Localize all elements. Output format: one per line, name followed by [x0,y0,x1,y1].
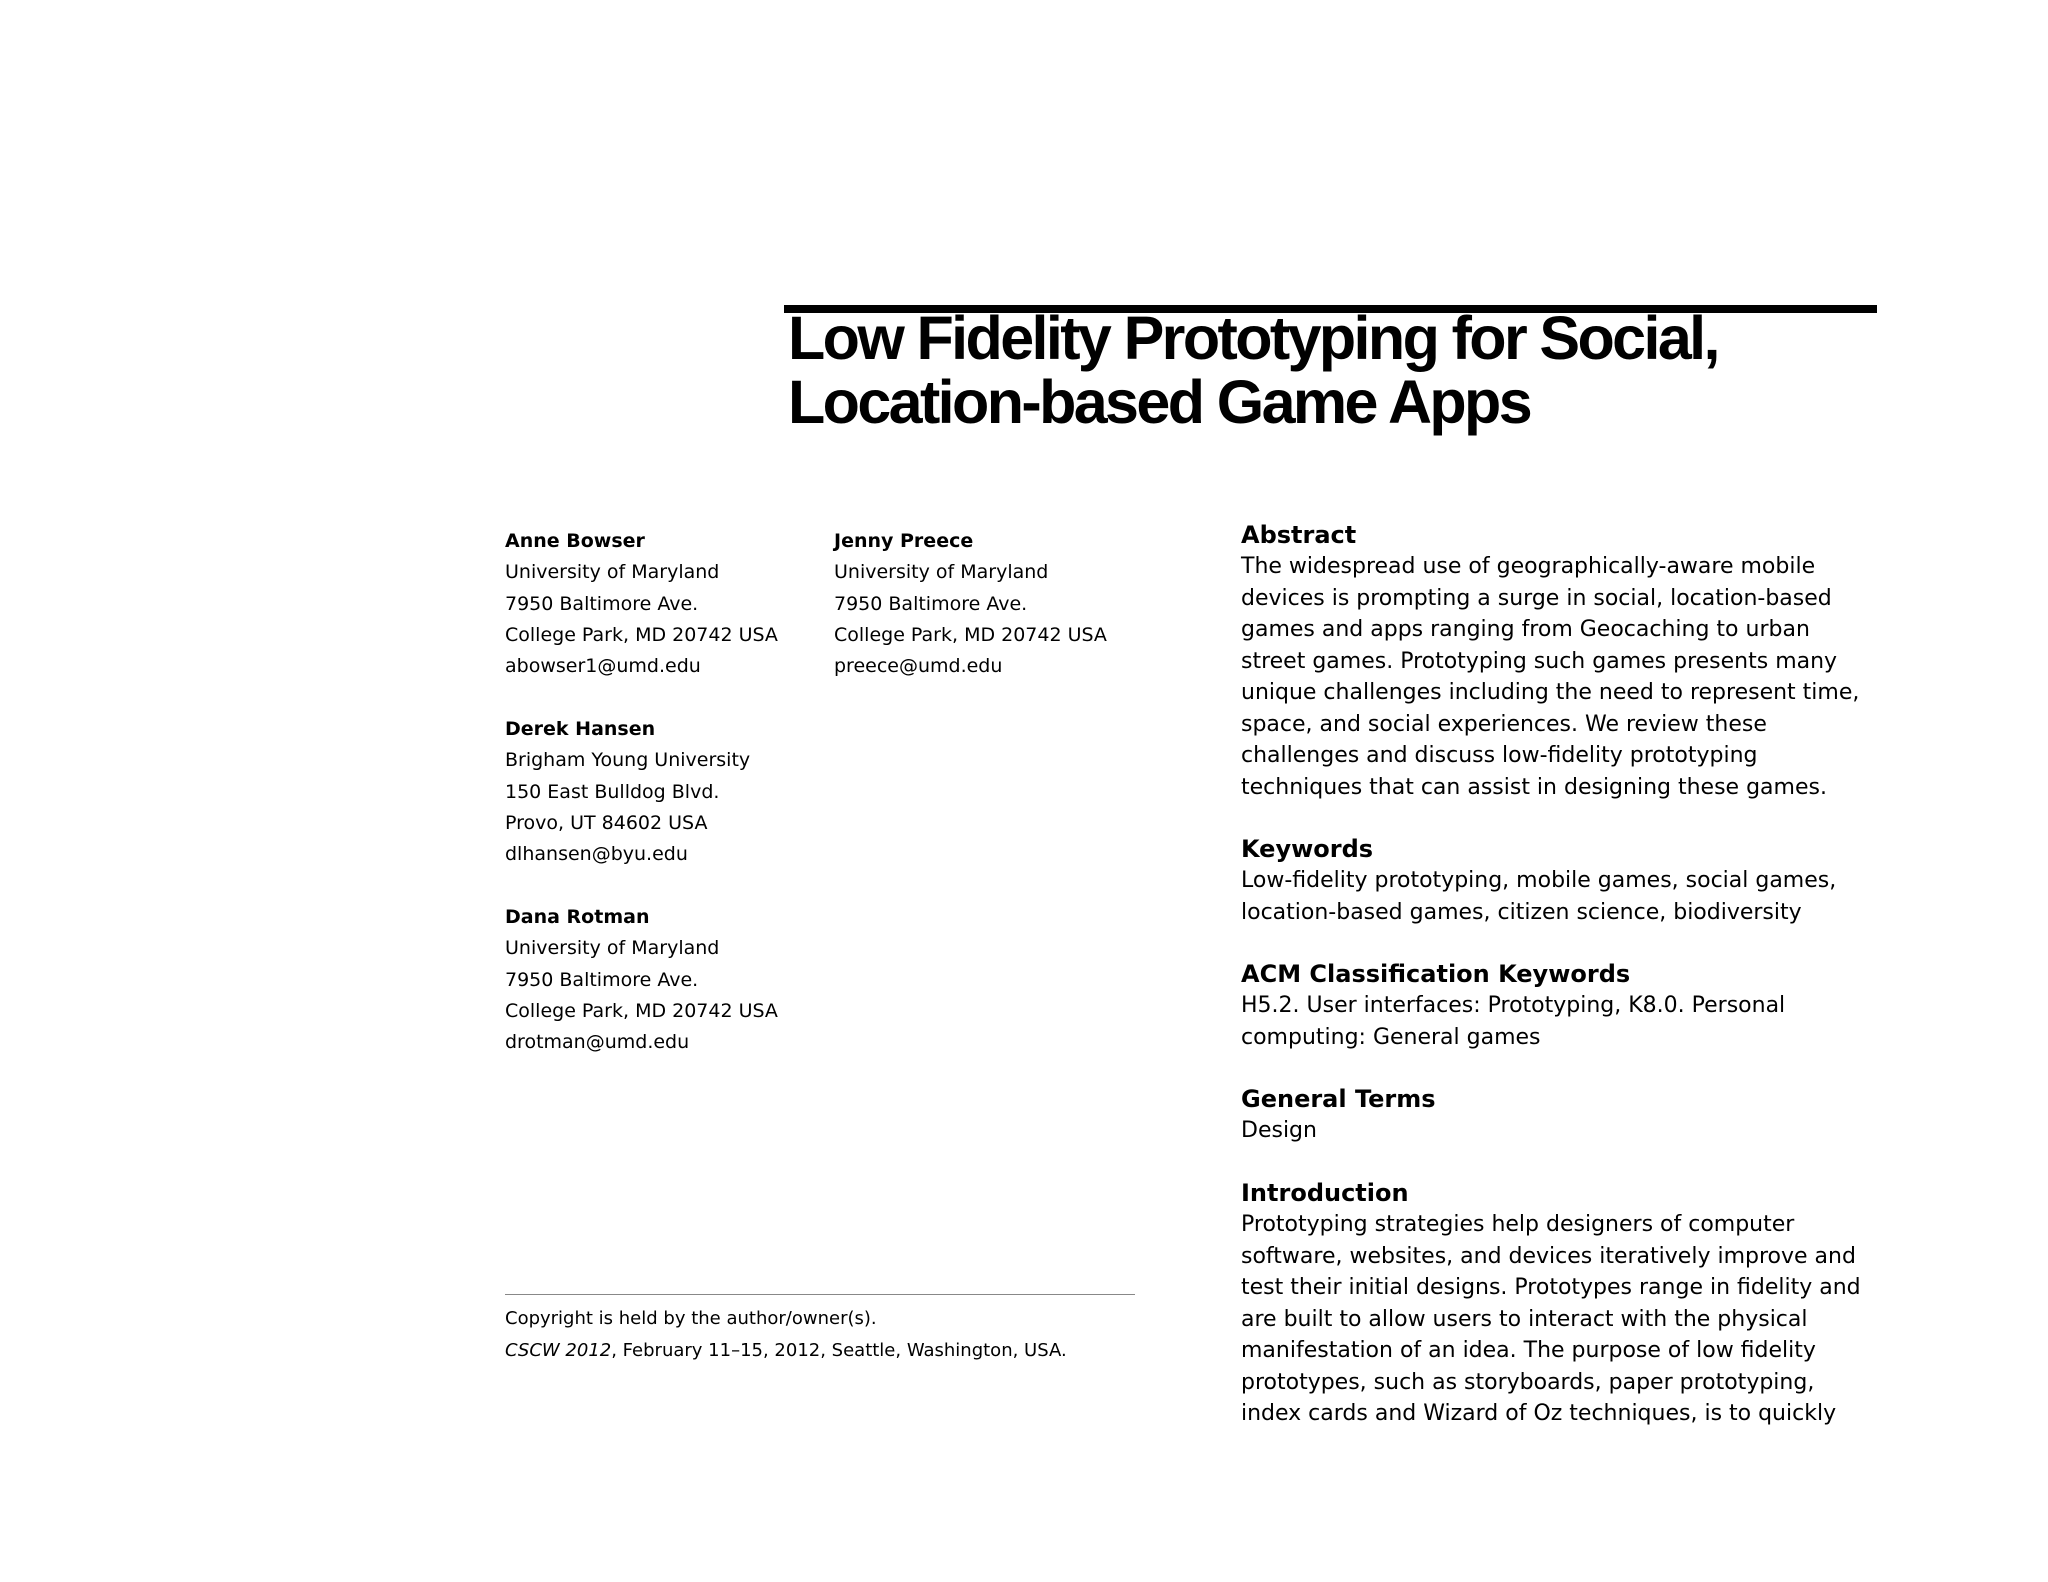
copyright-notice: Copyright is held by the author/owner(s). [505,1308,877,1329]
conference-line [505,1335,1067,1367]
text-line: computing: General games [1241,1024,1541,1050]
footer-divider [505,1294,1135,1295]
text-line: games and apps ranging from Geocaching to urban [1241,617,1810,642]
keywords-heading: Keywords [1241,835,1374,863]
text-line: test their initial designs. Prototypes range in fidelity and [1241,1275,1861,1300]
author-block-dana-rotman [505,902,778,1058]
text-line: Prototyping strategies help designers of computer [1241,1212,1795,1237]
author-affiliation: University of Maryland [834,561,1049,584]
introduction-body [1241,1209,1891,1430]
acm-classification-heading: ACM Classification Keywords [1241,960,1631,988]
author-block-anne-bowser [505,526,778,682]
abstract-section [1241,520,1891,803]
conference-details: , February 11–15, 2012, Seattle, Washington, USA. [611,1339,1067,1361]
introduction-heading: Introduction [1241,1179,1409,1207]
paper-title-line-1: Low Fidelity Prototyping for Social, [788,304,1718,372]
author-email: dlhansen@byu.edu [505,843,688,866]
acm-classification-body [1241,990,1891,1053]
text-line: space, and social experiences. We review these [1241,711,1767,737]
text-line: manifestation of an idea. The purpose of low fidelity [1241,1338,1816,1363]
author-name: Dana Rotman [505,906,650,928]
author-address-line: Provo, UT 84602 USA [505,811,708,834]
text-line: prototypes, such as storyboards, paper prototyping, [1241,1369,1815,1395]
author-address-line: College Park, MD 20742 USA [505,623,778,646]
text-line: location-based games, citizen science, biodiversity [1241,899,1802,925]
author-address-line: 7950 Baltimore Ave. [505,592,699,615]
copyright-footer [505,1303,1067,1366]
author-address-line: 150 East Bulldog Blvd. [505,780,720,803]
author-name: Anne Bowser [505,530,645,552]
paper-title [788,306,1888,434]
text-line: unique challenges including the need to represent time, [1241,680,1860,705]
author-address-line: College Park, MD 20742 USA [505,999,778,1022]
author-affiliation: Brigham Young University [505,749,751,772]
text-line: Design [1241,1118,1317,1143]
author-address-line: 7950 Baltimore Ave. [505,968,699,991]
author-block-jenny-preece [834,526,1107,682]
author-affiliation: University of Maryland [505,561,720,584]
author-address-line: College Park, MD 20742 USA [834,623,1107,646]
acm-classification-section [1241,959,1891,1053]
author-address-line: 7950 Baltimore Ave. [834,592,1028,615]
author-email: drotman@umd.edu [505,1031,690,1054]
author-name: Jenny Preece [834,530,974,552]
general-terms-body [1241,1115,1891,1147]
keywords-body [1241,865,1891,928]
general-terms-heading: General Terms [1241,1085,1436,1113]
author-email: preece@umd.edu [834,655,1003,678]
text-line: Low-fidelity prototyping, mobile games, social games, [1241,868,1837,893]
text-line: devices is prompting a surge in social, location-based [1241,585,1832,611]
author-email: abowser1@umd.edu [505,655,701,678]
text-line: street games. Prototyping such games presents many [1241,648,1838,674]
abstract-heading: Abstract [1241,521,1357,549]
paper-title-line-2: Location-based Game Apps [788,368,1531,436]
abstract-body [1241,551,1891,803]
introduction-section [1241,1178,1891,1430]
text-line: The widespread use of geographically-aware mobile [1241,554,1816,579]
author-name: Derek Hansen [505,718,656,740]
author-affiliation: University of Maryland [505,937,720,960]
general-terms-section [1241,1084,1891,1147]
keywords-section [1241,834,1891,928]
text-line: challenges and discuss low-fidelity prototyping [1241,743,1758,768]
text-line: H5.2. User interfaces: Prototyping, K8.0. Personal [1241,993,1786,1018]
text-line: are built to allow users to interact with the physical [1241,1306,1808,1332]
text-line: software, websites, and devices iteratively improve and [1241,1243,1856,1269]
author-block-derek-hansen [505,714,750,870]
text-line: techniques that can assist in designing these games. [1241,774,1827,800]
text-line: index cards and Wizard of Oz techniques, is to quickly [1241,1401,1837,1426]
conference-name: CSCW 2012 [505,1339,612,1361]
